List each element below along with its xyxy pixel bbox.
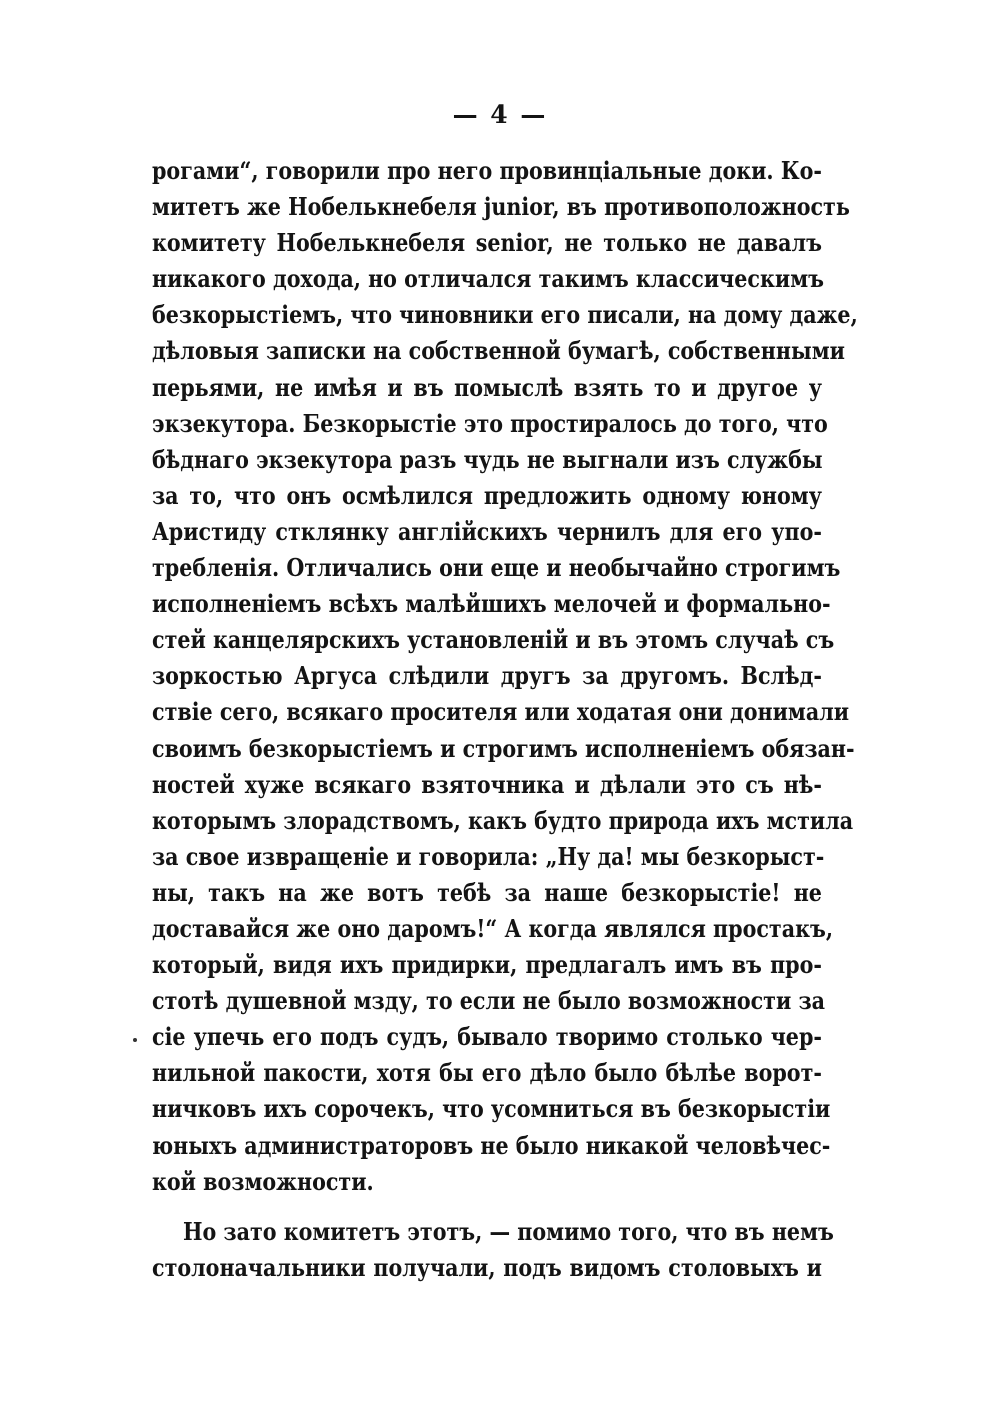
text-line: своимъ безкорыстіемъ и строгимъ исполненіемъ обязан- (152, 733, 855, 763)
page-text (152, 153, 858, 1286)
text-line: комитету Нобелькнебеля senior, не только не давалъ (152, 228, 822, 258)
text-line: доставайся же оно даромъ!“ А когда являлся простакъ, (152, 913, 834, 943)
text-line: сіе упечь его подъ судъ, бывало творимо столько чер- (152, 1022, 822, 1052)
paragraph-1 (152, 153, 858, 1200)
text-line: стотѣ душевной мзду, то если не было возможности за (152, 986, 826, 1016)
page-number: — 4 — (452, 100, 548, 129)
text-line: исполненіемъ всѣхъ малѣйшихъ мелочей и формально- (152, 589, 831, 619)
text-line: за свое извращеніе и говорила: „Ну да! мы безкорыст- (152, 841, 825, 871)
text-line: который, видя ихъ придирки, предлагалъ имъ въ про- (152, 950, 822, 980)
text-line: зоркостью Аргуса слѣдили другъ за другомъ. Вслѣд- (152, 661, 822, 691)
text-line: перьями, не имѣя и въ помыслѣ взять то и другое у (152, 372, 822, 402)
text-line: ничковъ ихъ сорочекъ, что усомниться въ безкорыстіи (152, 1094, 831, 1124)
text-line: ностей хуже всякаго взяточника и дѣлали это съ нѣ- (152, 769, 822, 799)
text-line: Аристиду стклянку англійскихъ чернилъ для его упо- (152, 516, 822, 546)
text-line: которымъ злорадствомъ, какъ будто природа ихъ мстила (152, 805, 854, 835)
text-line: ны, такъ на же вотъ тебѣ за наше безкорыстіе! не (152, 877, 822, 907)
text-line: рогами“, говорили про него провинціальные доки. Ко- (152, 156, 822, 185)
paragraph-gap (152, 1200, 822, 1214)
paragraph-2 (152, 1214, 834, 1286)
text-line: ствіе сего, всякаго просителя или ходатая они донимали (152, 697, 850, 727)
text-line: экзекутора. Безкорыстіе это простиралось до того, что (152, 408, 828, 438)
text-line: никакого дохода, но отличался такимъ классическимъ (152, 264, 824, 294)
text-line: столоначальники получали, подъ видомъ столовыхъ и (152, 1252, 822, 1282)
text-line: бѣднаго экзекутора разъ чудь не выгнали изъ службы (152, 444, 823, 474)
text-line: требленія. Отличались они еще и необычайно строгимъ (152, 553, 841, 583)
text-line: юныхъ администраторовъ не было никакой человѣчес- (152, 1130, 831, 1160)
text-line: митетъ же Нобелькнебеля junior, въ противоположность (152, 192, 850, 222)
text-line: нильной пакости, хотя бы его дѣло было бѣлѣе ворот- (152, 1058, 822, 1088)
text-line: безкорыстіемъ, что чиновники его писали, на дому даже, (152, 300, 858, 330)
text-line: кой возможности. (152, 1166, 374, 1196)
text-line: за то, что онъ осмѣлился предложить одному юному (152, 480, 822, 510)
text-line: дѣловыя записки на собственной бумагѣ, собственными (152, 336, 845, 366)
text-line: Но зато комитетъ этотъ, — помимо того, что въ немъ (182, 1216, 834, 1246)
margin-mark (133, 1038, 137, 1042)
text-line: стей канцелярскихъ установленій и въ этомъ случаѣ съ (152, 625, 835, 655)
